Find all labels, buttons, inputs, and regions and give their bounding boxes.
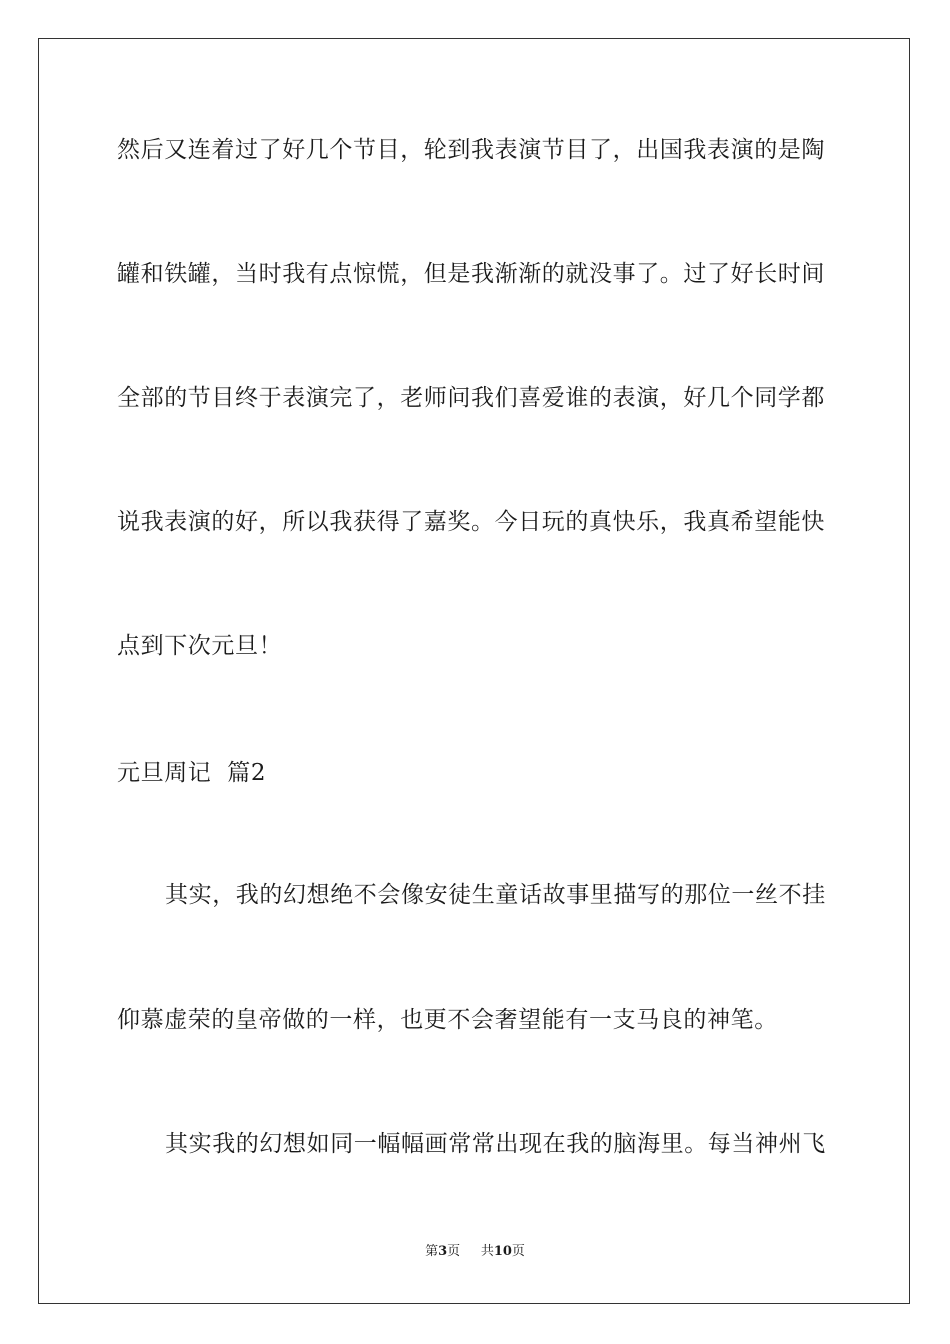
section-heading: 元旦周记 篇2 [117,760,267,786]
total-pages-indicator [481,1244,525,1259]
total-prefix: 共 [480,1244,494,1259]
total-suffix: 页 [511,1244,525,1259]
page-prefix: 第 [425,1244,439,1259]
page-footer [0,1243,950,1261]
page-border [38,38,910,1304]
page-indicator [425,1244,460,1259]
paragraph2-line-2: 仰慕虚荣的皇帝做的一样，也更不会奢望能有一支马良的神笔。 [117,1007,778,1033]
paragraph1-line-4: 说我表演的好，所以我获得了嘉奖。今日玩的真快乐，我真希望能快 [117,509,825,535]
page-number: 3 [438,1244,448,1259]
paragraph1-line-3: 全部的节目终于表演完了，老师问我们喜爱谁的表演，好几个同学都 [117,385,825,411]
total-pages: 10 [493,1244,512,1259]
paragraph1-line-1: 然后又连着过了好几个节目，轮到我表演节目了，出国我表演的是陶 [117,137,825,163]
paragraph1-line-5: 点到下次元旦！ [117,633,283,659]
paragraph1-line-2: 罐和铁罐，当时我有点惊慌，但是我渐渐的就没事了。过了好长时间 [117,261,825,287]
paragraph3-line-1: 其实我的幻想如同一幅幅画常常出现在我的脑海里。每当神州飞 [165,1131,826,1157]
page-suffix: 页 [447,1244,461,1259]
paragraph2-line-1: 其实，我的幻想绝不会像安徒生童话故事里描写的那位一丝不挂 [165,882,826,908]
